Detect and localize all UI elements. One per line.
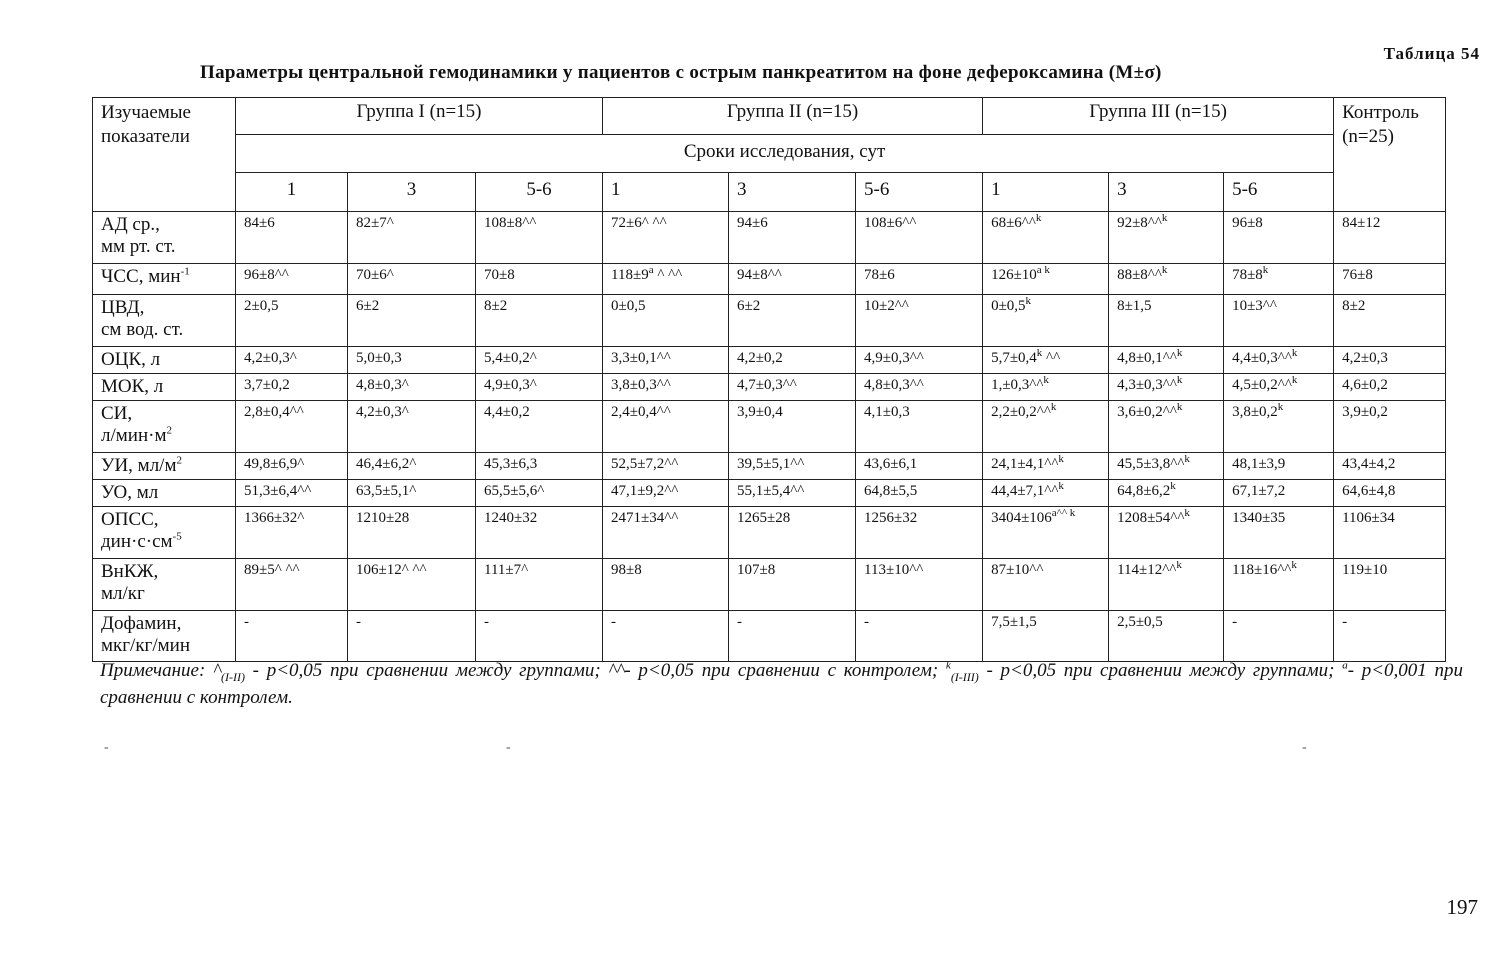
indicators-header: Изучаемые показатели (93, 98, 236, 212)
scan-mark: - (104, 740, 109, 755)
table-cell: $78\pm 8^k$ (1224, 264, 1334, 295)
table-row (93, 401, 1446, 453)
table-cell: - (856, 611, 983, 662)
table-cell: $64,8\pm 6,2^k$ (1109, 480, 1224, 507)
table-cell: 4,6±0,2 (1334, 374, 1446, 401)
table-cell: - (348, 611, 476, 662)
day-header: 3 (729, 173, 856, 212)
table-cell: 0±0,5 (603, 295, 729, 347)
table-cell: 1,±0,3^^$^k$ (983, 374, 1109, 401)
table-note: Примечание: $\^{}_{(I-II)} - p<0,05$ при сравнении между группами; ^^- p<0,05 при сравнении с контролем; $^k_{(I-III)}$ - p<0,05 при сравнении между группами; $^a$- p<0,001 при сравнении с контролем. (100, 659, 1463, 708)
page-number: 197 (1446, 895, 1478, 919)
table-row (93, 264, 1446, 295)
table-cell: 2471±34^^ (603, 507, 729, 559)
table-cell: 7,5±1,5 (983, 611, 1109, 662)
table-cell: 89±5^ ^^ (236, 559, 348, 611)
row-label: СИ, $л/мин\cdot м^2$ (93, 401, 236, 453)
table-cell: 67,1±7,2 (1224, 480, 1334, 507)
table-cell: 4,5±0,2^^$^k$ (1224, 374, 1334, 401)
table-cell: 65,5±5,6^ (476, 480, 603, 507)
row-label: Дофамин, мкг/кг/мин (93, 611, 236, 662)
group2-header: Группа II (n=15) (603, 98, 983, 135)
table-cell: - (603, 611, 729, 662)
scan-mark: - (1302, 740, 1307, 755)
table-row (93, 453, 1446, 480)
table-cell: 107±8 (729, 559, 856, 611)
table-cell: 49,8±6,9^ (236, 453, 348, 480)
table-cell: 4,9±0,3^ (476, 374, 603, 401)
table-title: Параметры центральной гемодинамики у пациентов с острым панкреатитом на фоне дефероксамина (M±σ) (200, 62, 1162, 83)
table-cell: 4,8±0,3^ (348, 374, 476, 401)
table-cell: 4,2±0,3^ (236, 347, 348, 374)
table-cell: 46,4±6,2^ (348, 453, 476, 480)
table-cell: 55,1±5,4^^ (729, 480, 856, 507)
table-cell: 1208±54^^$^k$ (1109, 507, 1224, 559)
day-header: 5-6 (1224, 173, 1334, 212)
table-cell: 6±2 (729, 295, 856, 347)
row-label: УИ, $мл/м^2$ (93, 453, 236, 480)
table-cell: $0\pm 0,5^k$ (983, 295, 1109, 347)
table-row (93, 374, 1446, 401)
table-cell: 4,4±0,2 (476, 401, 603, 453)
table-cell: 47,1±9,2^^ (603, 480, 729, 507)
table-cell: 96±8 (1224, 212, 1334, 264)
table-cell: 2,4±0,4^^ (603, 401, 729, 453)
day-header: 1 (603, 173, 729, 212)
table-cell: 1366±32^ (236, 507, 348, 559)
day-header: 5-6 (476, 173, 603, 212)
table-cell: 78±6 (856, 264, 983, 295)
table-cell: 52,5±7,2^^ (603, 453, 729, 480)
table-cell: 24,1±4,1^^$^k$ (983, 453, 1109, 480)
table-cell: - (729, 611, 856, 662)
table-cell: 63,5±5,1^ (348, 480, 476, 507)
control-header: Контроль (n=25) (1334, 98, 1446, 212)
table-cell: 3,9±0,2 (1334, 401, 1446, 453)
row-label: МОК, л (93, 374, 236, 401)
table-cell: 5,0±0,3 (348, 347, 476, 374)
table-row (93, 559, 1446, 611)
table-cell: $118\pm 9^a$ ^ ^^ (603, 264, 729, 295)
table-cell: 1210±28 (348, 507, 476, 559)
table-cell: 2,8±0,4^^ (236, 401, 348, 453)
row-label: УО, мл (93, 480, 236, 507)
table-cell: 114±12^^$^k$ (1109, 559, 1224, 611)
table-cell: 10±2^^ (856, 295, 983, 347)
table-cell: 51,3±6,4^^ (236, 480, 348, 507)
table-cell: 68±6^^$^k$ (983, 212, 1109, 264)
table-row (93, 347, 1446, 374)
table-cell: 1265±28 (729, 507, 856, 559)
table-cell: 1240±32 (476, 507, 603, 559)
table-cell: 3,9±0,4 (729, 401, 856, 453)
table-cell: 43,4±4,2 (1334, 453, 1446, 480)
table-cell: 48,1±3,9 (1224, 453, 1334, 480)
table-cell: 4,8±0,3^^ (856, 374, 983, 401)
day-header: 3 (1109, 173, 1224, 212)
table-cell: 4,3±0,3^^$^k$ (1109, 374, 1224, 401)
table-cell: 108±6^^ (856, 212, 983, 264)
table-cell: 118±16^^$^k$ (1224, 559, 1334, 611)
day-header: 3 (348, 173, 476, 212)
group3-header: Группа III (n=15) (983, 98, 1334, 135)
table-cell: - (1334, 611, 1446, 662)
table-cell: 72±6^ ^^ (603, 212, 729, 264)
table-cell: 4,2±0,3 (1334, 347, 1446, 374)
table-cell: 39,5±5,1^^ (729, 453, 856, 480)
table-cell: 106±12^ ^^ (348, 559, 476, 611)
table-cell: 92±8^^$^k$ (1109, 212, 1224, 264)
table-cell: 3,3±0,1^^ (603, 347, 729, 374)
table-cell: 87±10^^ (983, 559, 1109, 611)
table-cell: 1256±32 (856, 507, 983, 559)
table-cell: 96±8^^ (236, 264, 348, 295)
table-cell: 8±2 (476, 295, 603, 347)
table-cell: 3,6±0,2^^$^k$ (1109, 401, 1224, 453)
table-cell: 8±1,5 (1109, 295, 1224, 347)
table-cell: 43,6±6,1 (856, 453, 983, 480)
table-cell: 1340±35 (1224, 507, 1334, 559)
table-cell: 1106±34 (1334, 507, 1446, 559)
table-cell: 4,4±0,3^^$^k$ (1224, 347, 1334, 374)
table-cell: 45,3±6,3 (476, 453, 603, 480)
table-cell: 8±2 (1334, 295, 1446, 347)
table-cell: 84±12 (1334, 212, 1446, 264)
table-cell: 88±8^^$^k$ (1109, 264, 1224, 295)
table-cell: 4,2±0,3^ (348, 401, 476, 453)
hemodynamics-table (92, 97, 1446, 662)
row-label: ЧСС, мин$^{-1}$ (93, 264, 236, 295)
table-cell: 64,6±4,8 (1334, 480, 1446, 507)
table-cell: 44,4±7,1^^$^k$ (983, 480, 1109, 507)
table-cell: 119±10 (1334, 559, 1446, 611)
table-cell: - (236, 611, 348, 662)
table-cell: 70±8 (476, 264, 603, 295)
table-cell: 3,7±0,2 (236, 374, 348, 401)
table-cell: 4,8±0,1^^$^k$ (1109, 347, 1224, 374)
day-header: 1 (236, 173, 348, 212)
table-cell: 98±8 (603, 559, 729, 611)
day-header: 5-6 (856, 173, 983, 212)
table-cell: 70±6^ (348, 264, 476, 295)
table-row (93, 295, 1446, 347)
table-cell: 4,2±0,2 (729, 347, 856, 374)
table-cell: 10±3^^ (1224, 295, 1334, 347)
table-cell: $3404\pm 106^{a\^{}\^{} k}$ (983, 507, 1109, 559)
row-label: АД ср., мм рт. ст. (93, 212, 236, 264)
table-cell: $5,7\pm 0,4^k$ ^^ (983, 347, 1109, 374)
table-cell: 6±2 (348, 295, 476, 347)
table-row (93, 611, 1446, 662)
row-label: ОЦК, л (93, 347, 236, 374)
table-cell: 2,2±0,2^^$^k$ (983, 401, 1109, 453)
scan-mark: - (506, 740, 511, 755)
table-cell: 45,5±3,8^^$^k$ (1109, 453, 1224, 480)
period-header: Сроки исследования, сут (236, 135, 1334, 173)
table-cell: 84±6 (236, 212, 348, 264)
table-cell: 94±6 (729, 212, 856, 264)
table-cell: 3,8±0,3^^ (603, 374, 729, 401)
table-cell: $126\pm 10^{a k}$ (983, 264, 1109, 295)
table-cell: 4,1±0,3 (856, 401, 983, 453)
group1-header: Группа I (n=15) (236, 98, 603, 135)
table-cell: 108±8^^ (476, 212, 603, 264)
row-label: ВнКЖ, мл/кг (93, 559, 236, 611)
table-cell: 64,8±5,5 (856, 480, 983, 507)
table-cell: 4,9±0,3^^ (856, 347, 983, 374)
table-cell: 5,4±0,2^ (476, 347, 603, 374)
table-cell: 111±7^ (476, 559, 603, 611)
day-header: 1 (983, 173, 1109, 212)
row-label: ОПСС, $дин\cdot с\cdot см^{-5}$ (93, 507, 236, 559)
table-cell: $3,8\pm 0,2^k$ (1224, 401, 1334, 453)
table-cell: 2,5±0,5 (1109, 611, 1224, 662)
table-cell: 2±0,5 (236, 295, 348, 347)
table-cell: - (476, 611, 603, 662)
table-cell: - (1224, 611, 1334, 662)
table-label: Таблица 54 (1383, 44, 1480, 63)
table-row (93, 480, 1446, 507)
row-label: ЦВД, см вод. ст. (93, 295, 236, 347)
table-row (93, 212, 1446, 264)
table-row (93, 507, 1446, 559)
table-cell: 76±8 (1334, 264, 1446, 295)
table-cell: 82±7^ (348, 212, 476, 264)
table-cell: 4,7±0,3^^ (729, 374, 856, 401)
table-cell: 94±8^^ (729, 264, 856, 295)
table-cell: 113±10^^ (856, 559, 983, 611)
